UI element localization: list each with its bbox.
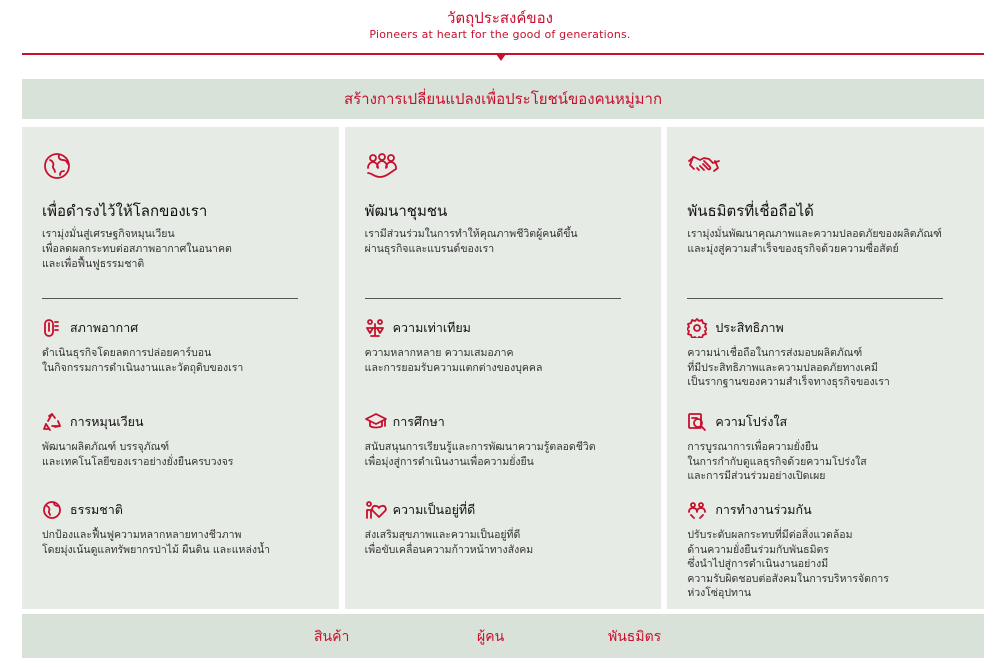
item-description — [687, 440, 967, 484]
pillar-divider — [42, 298, 298, 299]
item-title: ประสิทธิภาพ — [715, 320, 784, 335]
globe-leaf-icon — [42, 151, 72, 181]
magnifier-icon — [687, 412, 707, 432]
item-title: การศึกษา — [392, 414, 445, 429]
pillars — [22, 127, 984, 609]
item-title: การทำงานร่วมกัน — [715, 502, 812, 517]
pillar-description — [687, 227, 957, 257]
page-subtitle: Pioneers at heart for the good of generations. — [369, 28, 631, 41]
desc-line: ดำเนินธุรกิจโดยลดการปล่อยคาร์บอน — [42, 347, 212, 359]
desc-line: เรามุ่งมั่นสู่เศรษฐกิจหมุนเวียน — [42, 228, 175, 240]
item-title: สภาพอากาศ — [70, 320, 139, 335]
item-description — [42, 440, 322, 469]
desc-line: และเทคโนโลยีของเราอย่างยั่งยืนครบวงจร — [42, 455, 234, 468]
item-title: ความเท่าเทียม — [392, 320, 471, 335]
footer-label-people: ผู้คน — [477, 629, 505, 645]
item-circularity — [42, 412, 322, 469]
desc-line: พัฒนาผลิตภัณฑ์ บรรจุภัณฑ์ — [42, 441, 170, 453]
desc-line: ปรับระดับผลกระทบที่มีต่อสิ่งแวดล้อม — [687, 529, 853, 541]
page-header — [0, 0, 1000, 64]
desc-line: ในการกำกับดูแลธุรกิจด้วยความโปร่งใส — [687, 455, 867, 468]
pillar-description — [365, 227, 635, 257]
item-climate — [42, 318, 322, 375]
globe-nature-icon — [42, 500, 62, 520]
footer-label-partners: พันธมิตร — [608, 629, 662, 645]
footer-label-products: สินค้า — [314, 629, 350, 645]
desc-line: ห่วงโซ่อุปทาน — [687, 587, 752, 599]
item-description — [687, 528, 967, 601]
pillar-title: พัฒนาชุมชน — [364, 202, 448, 220]
page-title: วัตถุประสงค์ของ — [447, 9, 553, 27]
item-title: ความเป็นอยู่ที่ดี — [392, 502, 476, 517]
banner-text: สร้างการเปลี่ยนแปลงเพื่อประโยชน์ของคนหมู่มาก — [343, 90, 663, 108]
desc-line: เรามีส่วนร่วมในการทำให้คุณภาพชีวิตผู้คนดีขึ้น — [364, 228, 578, 240]
desc-line: และเพื่อฟื้นฟูธรรมชาติ — [42, 258, 145, 270]
item-equality — [365, 318, 645, 375]
desc-line: เพื่อลดผลกระทบต่อสภาพอากาศในอนาคต — [42, 243, 232, 255]
balance-people-icon — [365, 318, 385, 338]
community-hand-icon — [365, 151, 395, 181]
pillar-divider — [365, 298, 621, 299]
item-transparency — [687, 412, 967, 484]
desc-line: โดยมุ่งเน้นดูแลทรัพยากรป่าไม้ ผืนดิน และแหล่งน้ำ — [42, 543, 271, 556]
desc-line: สนับสนุนการเรียนรู้และการพัฒนาความรู้ตลอดชีวิต — [364, 441, 596, 453]
thermometer-icon — [42, 318, 62, 338]
desc-line: และการยอมรับความแตกต่างของบุคคล — [364, 361, 543, 374]
item-description — [42, 528, 322, 557]
item-performance — [687, 318, 967, 390]
desc-line: และการมีส่วนร่วมอย่างเปิดเผย — [687, 470, 826, 482]
desc-line: ซึ่งนำไปสู่การดำเนินงานอย่างมี — [687, 558, 829, 570]
stakeholder-band — [22, 614, 984, 658]
item-title: ธรรมชาติ — [70, 502, 123, 517]
item-education — [365, 412, 645, 469]
desc-line: และมุ่งสู่ความสำเร็จของธุรกิจด้วยความซื่อสัตย์ — [687, 243, 899, 255]
desc-line: เรามุ่งมั่นพัฒนาคุณภาพและความปลอดภัยของผลิตภัณฑ์ — [687, 228, 942, 240]
desc-line: ในกิจกรรมการดำเนินงานและวัตถุดิบของเรา — [42, 361, 244, 374]
desc-line: การบูรณาการเพื่อความยั่งยืน — [687, 441, 819, 453]
desc-line: เป็นรากฐานของความสำเร็จทางธุรกิจของเรา — [687, 376, 890, 388]
desc-line: ความหลากหลาย ความเสมอภาค — [364, 347, 514, 359]
item-description — [365, 346, 645, 375]
item-description — [687, 346, 967, 390]
pillar-community — [345, 127, 662, 609]
pillar-partner — [667, 127, 984, 609]
heart-person-icon — [365, 500, 385, 520]
desc-line: ปกป้องและฟื้นฟูความหลากหลายทางชีวภาพ — [42, 529, 242, 541]
desc-line: เพื่อขับเคลื่อนความก้าวหน้าทางสังคม — [364, 543, 534, 556]
recycle-icon — [42, 412, 62, 432]
desc-line: ความรับผิดชอบต่อสังคมในการบริหารจัดการ — [687, 572, 889, 585]
desc-line: ผ่านธุรกิจและแบรนด์ของเรา — [364, 243, 495, 255]
pillar-divider — [687, 298, 943, 299]
item-wellbeing — [365, 500, 645, 557]
desc-line: ส่งเสริมสุขภาพและความเป็นอยู่ที่ดี — [364, 529, 521, 541]
pillar-title: พันธมิตรที่เชื่อถือได้ — [687, 202, 814, 220]
item-collaboration — [687, 500, 967, 601]
desc-line: ที่มีประสิทธิภาพและความปลอดภัยทางเคมี — [687, 361, 878, 374]
pillar-title: เพื่อดำรงไว้ให้โลกของเรา — [42, 202, 208, 220]
desc-line: ด้านความยั่งยืนร่วมกับพันธมิตร — [687, 543, 829, 556]
item-title: ความโปร่งใส — [715, 414, 788, 429]
purpose-banner — [22, 79, 984, 119]
pillar-description — [42, 227, 312, 272]
desc-line: ความน่าเชื่อถือในการส่งมอบผลิตภัณฑ์ — [687, 347, 863, 359]
item-description — [42, 346, 322, 375]
item-nature — [42, 500, 322, 557]
item-description — [365, 528, 645, 557]
pillar-planet — [22, 127, 339, 609]
collaboration-icon — [687, 500, 707, 520]
quality-badge-icon — [687, 318, 707, 338]
item-title: การหมุนเวียน — [70, 414, 144, 429]
handshake-icon — [687, 151, 717, 181]
header-notch — [496, 54, 506, 61]
graduation-cap-icon — [365, 412, 385, 432]
desc-line: เพื่อมุ่งสู่การดำเนินงานเพื่อความยั่งยืน — [364, 455, 534, 468]
item-description — [365, 440, 645, 469]
